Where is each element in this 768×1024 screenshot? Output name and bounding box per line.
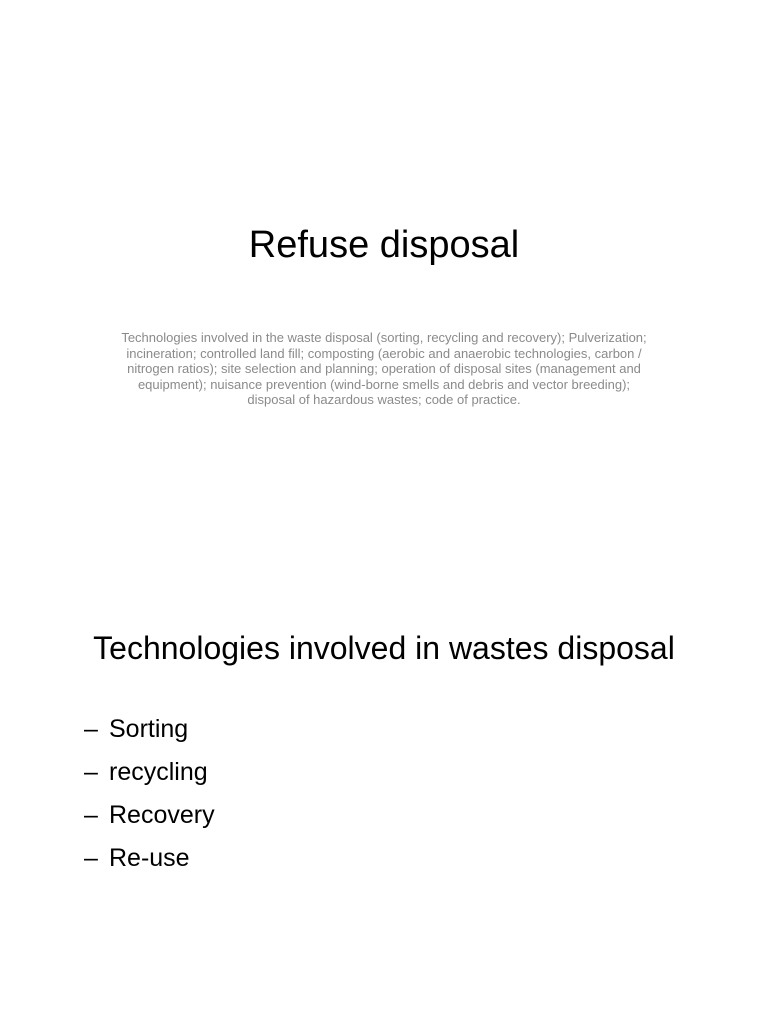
slide-1-subtitle: Technologies involved in the waste disposal (sorting, recycling and recovery); Pulverization; incineration; controlled land fill; composting (aerobic and anaerobic technologies, carbon / nitrogen ratios); site selection and planning; operation of disposal sites (management and equipment); nuisance prevention (wind-borne smells and debris and vector breeding); disposal of hazardous wastes; code of practice.: [121, 330, 647, 407]
list-item-label: Sorting: [109, 715, 189, 743]
bullet-dash: –: [84, 715, 98, 743]
bullet-dash: –: [84, 758, 98, 786]
list-item-label: recycling: [109, 758, 208, 786]
bullet-list: [84, 714, 215, 886]
slide-1-title: Refuse disposal: [248, 224, 520, 266]
slide-technologies: [0, 576, 768, 1024]
list-item-label: Recovery: [109, 801, 215, 829]
bullet-dash: –: [84, 801, 98, 829]
slide-2-title: Technologies involved in wastes disposal: [93, 630, 675, 666]
list-item: [84, 757, 215, 800]
list-item: [84, 843, 215, 886]
list-item: [84, 714, 215, 757]
list-item: [84, 800, 215, 843]
list-item-label: Re-use: [109, 844, 190, 872]
bullet-dash: –: [84, 844, 98, 872]
